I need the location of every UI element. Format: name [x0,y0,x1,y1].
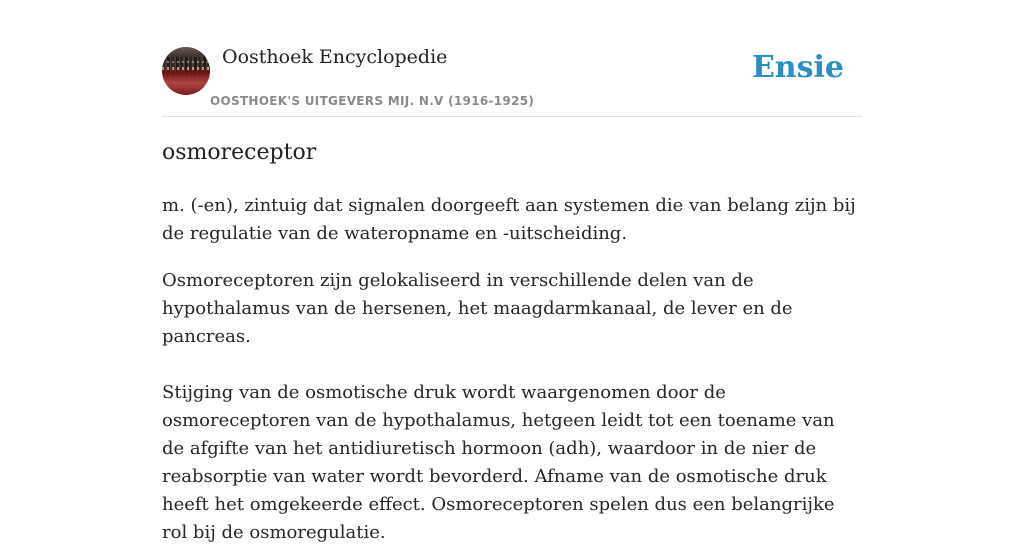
avatar-shelf [162,47,210,57]
paragraph-location: Osmoreceptoren zijn gelokaliseerd in verschillende delen van de hypothalamus van de hersenen, het maagdarmkanaal, de lever en de pancreas. [162,270,793,347]
avatar-band-upper [162,61,210,63]
paragraph-function: Stijging van de osmotische druk wordt waargenomen door de osmoreceptoren van de hypothalamus, hetgeen leidt tot een toename van de afgifte van het antidiuretisch hormoon (adh), waardoor in de nier de reabsorptie van water wordt bevorderd. Afname van de osmotische druk heeft het omgekeerde effect. Osmoreceptoren spelen dus een belangrijke rol bij de osmoregulatie. [162,382,835,543]
books-icon[interactable] [162,47,210,95]
entry-content [162,192,862,547]
source-subtitle: OOSTHOEK'S UITGEVERS MIJ. N.V (1916-1925) [210,94,535,108]
header [162,0,862,117]
page-title: osmoreceptor [162,140,317,165]
brand-logo[interactable]: Ensie [751,50,844,85]
entry-card [162,0,862,543]
avatar-band [162,67,210,70]
paragraph-definition: m. (-en), zintuig dat signalen doorgeeft aan systemen die van belang zijn bij de regulatie van de wateropname en -uitscheiding. [162,195,856,244]
source-title[interactable]: Oosthoek Encyclopedie [222,46,448,68]
